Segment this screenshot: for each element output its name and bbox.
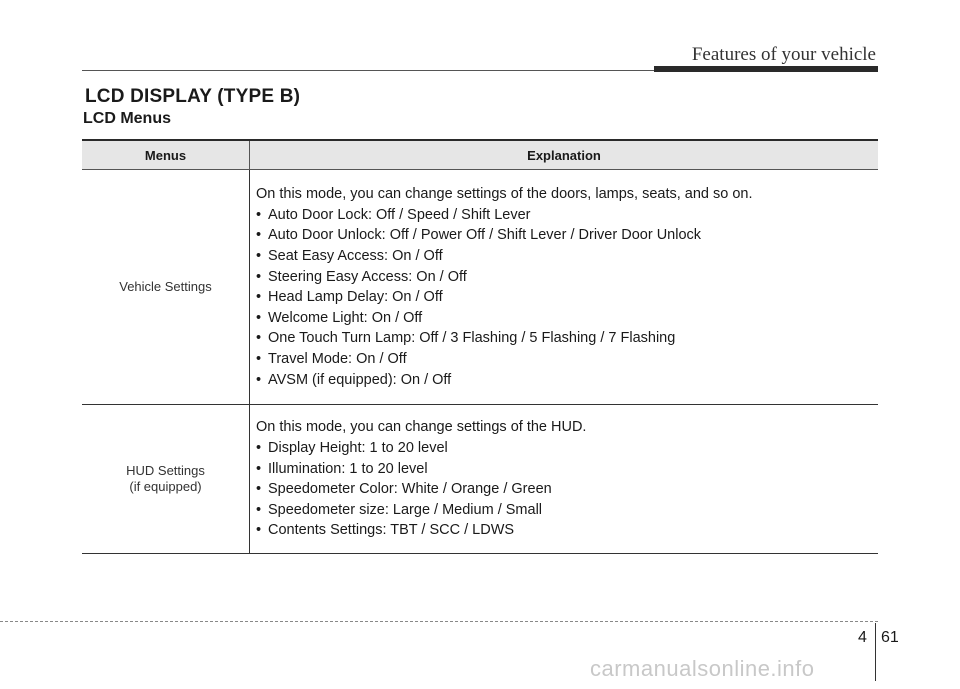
list-item: • AVSM (if equipped): On / Off xyxy=(256,370,878,391)
menu-name-hud-settings xyxy=(82,405,250,554)
header-rule xyxy=(82,70,654,71)
table-row xyxy=(82,405,878,554)
explanation-cell xyxy=(250,170,879,405)
list-item: • Contents Settings: TBT / SCC / LDWS xyxy=(256,520,878,541)
settings-list xyxy=(256,438,878,541)
list-item: • Speedometer Color: White / Orange / Green xyxy=(256,479,878,500)
page-number: 61 xyxy=(881,629,899,646)
menu-name-note: (if equipped) xyxy=(129,479,202,494)
explanation-intro: On this mode, you can change settings of the HUD. xyxy=(256,419,587,436)
menu-name-vehicle-settings: Vehicle Settings xyxy=(82,170,250,405)
running-header: Features of your vehicle xyxy=(691,44,876,65)
settings-list xyxy=(256,205,878,390)
footer-rule xyxy=(0,621,878,622)
page-number-divider xyxy=(875,623,876,681)
list-item: • Travel Mode: On / Off xyxy=(256,349,878,370)
explanation-cell xyxy=(250,405,879,554)
watermark: carmanualsonline.info xyxy=(590,656,815,681)
section-title: LCD DISPLAY (TYPE B) xyxy=(85,86,301,107)
list-item: • Auto Door Unlock: Off / Power Off / Shift Lever / Driver Door Unlock xyxy=(256,225,878,246)
list-item: • Head Lamp Delay: On / Off xyxy=(256,287,878,308)
column-header-menus: Menus xyxy=(82,140,250,170)
list-item: • Steering Easy Access: On / Off xyxy=(256,267,878,288)
list-item: • Seat Easy Access: On / Off xyxy=(256,246,878,267)
table-row xyxy=(82,170,878,405)
list-item: • One Touch Turn Lamp: Off / 3 Flashing / 5 Flashing / 7 Flashing xyxy=(256,328,878,349)
table-header-row xyxy=(82,140,878,170)
explanation-intro: On this mode, you can change settings of the doors, lamps, seats, and so on. xyxy=(256,185,753,202)
menu-name-label: HUD Settings xyxy=(126,463,205,478)
chapter-number: 4 xyxy=(858,629,867,646)
header-rule-accent xyxy=(654,66,878,72)
column-header-explanation: Explanation xyxy=(250,140,879,170)
list-item: • Display Height: 1 to 20 level xyxy=(256,438,878,459)
list-item: • Welcome Light: On / Off xyxy=(256,308,878,329)
subsection-title: LCD Menus xyxy=(83,110,171,127)
lcd-menus-table xyxy=(82,139,878,554)
list-item: • Auto Door Lock: Off / Speed / Shift Lever xyxy=(256,205,878,226)
list-item: • Illumination: 1 to 20 level xyxy=(256,459,878,480)
list-item: • Speedometer size: Large / Medium / Small xyxy=(256,500,878,521)
